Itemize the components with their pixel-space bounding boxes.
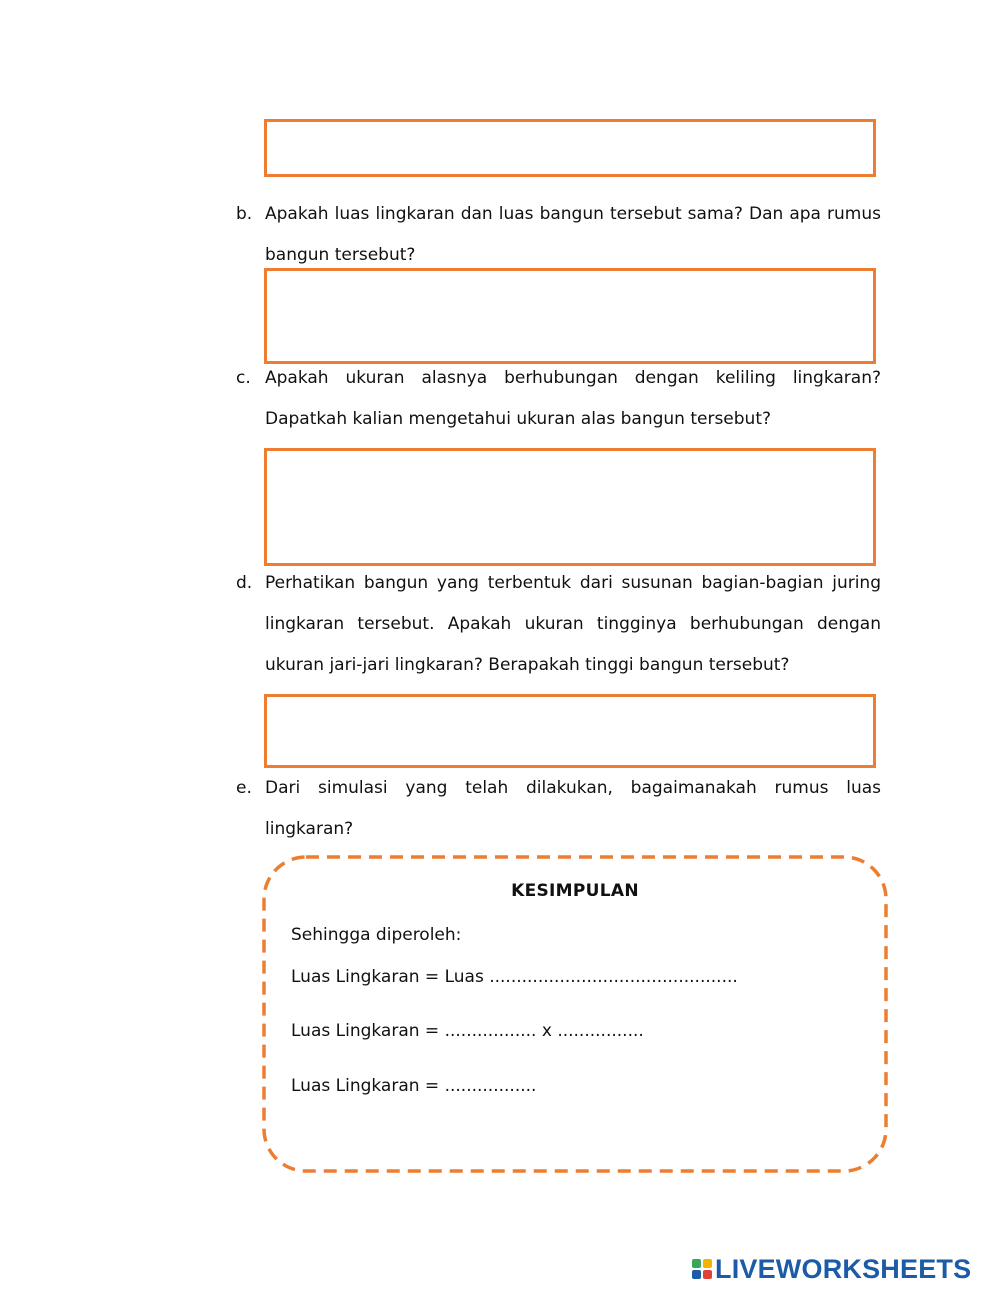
question-d-text: Perhatikan bangun yang terbentuk dari susunan bagian-bagian juring lingkaran tersebut. Apakah ukuran tingginya berhubungan dengan ukuran jari-jari lingkaran? Berapakah tinggi bangun tersebut? [265,573,881,675]
formula-line-1[interactable]: Luas Lingkaran = Luas .............................................. [291,967,738,987]
answer-box-a[interactable] [264,119,876,177]
answer-box-b[interactable] [264,268,876,364]
brand-name: LIVEWORKSHEETS [715,1253,972,1284]
question-b-marker: b. [236,204,253,224]
liveworksheets-brand [692,1254,971,1284]
conclusion-intro: Sehingga diperoleh: [291,925,462,945]
formula-line-2[interactable]: Luas Lingkaran = ................. x ................ [291,1021,644,1041]
conclusion-box [262,855,888,1173]
question-e-marker: e. [236,778,252,798]
formula-line-3[interactable]: Luas Lingkaran = ................. [291,1076,537,1096]
conclusion-title: KESIMPULAN [511,881,639,901]
question-c-marker: c. [236,368,251,388]
question-e-text: Dari simulasi yang telah dilakukan, bagaimanakah rumus luas lingkaran? [265,778,881,839]
answer-box-c[interactable] [264,448,876,566]
question-b-text: Apakah luas lingkaran dan luas bangun tersebut sama? Dan apa rumus bangun tersebut? [265,204,881,265]
liveworksheets-logo-icon [692,1259,712,1279]
question-c-text: Apakah ukuran alasnya berhubungan dengan keliling lingkaran? Dapatkah kalian mengetahui ukuran alas bangun tersebut? [265,368,881,429]
question-d-marker: d. [236,573,253,593]
answer-box-d[interactable] [264,694,876,768]
conclusion-dashed-border [262,855,888,1173]
